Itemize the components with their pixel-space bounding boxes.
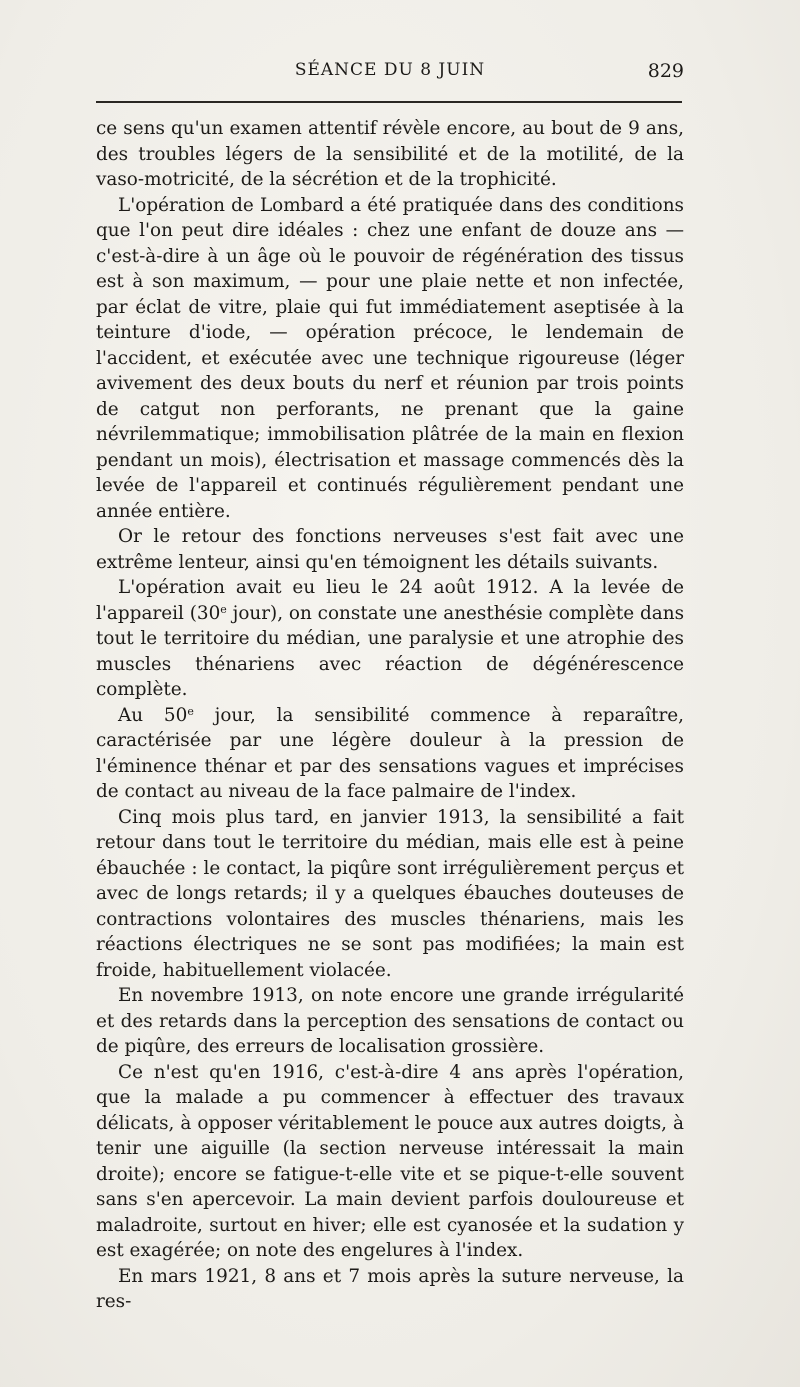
running-title: SÉANCE DU 8 JUIN (294, 60, 486, 80)
paragraph-operation-date-text-end: jour), on constate une anesthésie complète dans tout le territoire du médian, une paralysie et une atrophie des muscles thénariens avec réaction de dégénérescence complète. (96, 602, 685, 700)
paragraph-operation-conditions: L'opération de Lombard a été pratiquée dans des conditions que l'on peut dire idéales : chez une enfant de douze ans — c'est-à-dire à un âge où le pouvoir de régénération des tissus est à son maximum, — pour une plaie nette et non infectée, par éclat de vitre, plaie qui fut immédiatement aseptisée à la teinture d'iode, — opération précoce, le lendemain de l'accident, et exécutée avec une technique rigoureuse (léger avivement des deux bouts du nerf et réunion par trois points de catgut non perforants, ne prenant que la gaine névrilemmatique; immobilisation plâtrée de la main en flexion pendant un mois), électrisation et massage commencés dès la levée de l'appareil et continués régulièrement pendant une année entière. (96, 194, 684, 522)
paragraph-continuation: ce sens qu'un examen attentif révèle encore, au bout de 9 ans, des troubles légers de la sensibilité et de la motilité, de la vaso-motricité, de la sécrétion et de la trophicité. (96, 118, 684, 190)
paragraph-operation-date (96, 575, 684, 703)
paragraph-slow-recovery: Or le retour des fonctions nerveuses s'est fait avec une extrême lenteur, ainsi qu'en témoignent les détails suivants. (96, 526, 684, 573)
paragraph-operation-date-text: L'opération avait eu lieu le 24 août 1912. A la levée de l'appareil (30 (96, 577, 684, 624)
paragraph-january-1913: Cinq mois plus tard, en janvier 1913, la sensibilité a fait retour dans tout le territoire du médian, mais elle est à peine ébauchée : le contact, la piqûre sont irrégulièrement perçus et avec de longs retards; il y a quelques ébauches douteuses de contractions volontaires des muscles thénariens, mais les réactions électriques ne se sont pas modifiées; la main est froide, habituellement violacée. (96, 806, 684, 981)
paragraph-day-50 (96, 703, 684, 805)
paragraph-november-1913: En novembre 1913, on note encore une grande irrégularité et des retards dans la perception des sensations de contact ou de piqûre, des erreurs de localisation grossière. (96, 985, 684, 1057)
header-rule (96, 101, 682, 103)
paragraph-day-50-text-end: jour, la sensibilité commence à reparaître, caractérisée par une légère douleur à la pression de l'éminence thénar et par des sensations vagues et imprécises de contact au niveau de la face palmaire de l'index. (96, 704, 684, 802)
paragraph-1916: Ce n'est qu'en 1916, c'est-à-dire 4 ans après l'opération, que la malade a pu commencer à effectuer des travaux délicats, à opposer véritablement le pouce aux autres doigts, à tenir une aiguille (la section nerveuse intéressait la main droite); encore se fatigue-t-elle vite et se pique-t-elle souvent sans s'en apercevoir. La main devient parfois douloureuse et maladroite, surtout en hiver; elle est cyanosée et la sudation y est exagérée; on note des engelures à l'index. (96, 1061, 684, 1261)
page-number: 829 (647, 60, 684, 82)
page-header (96, 60, 684, 90)
body-text (96, 116, 684, 1315)
paragraph-day-50-text: Au 50 (118, 704, 188, 726)
ordinal-superscript: e (220, 602, 227, 616)
paragraph-march-1921: En mars 1921, 8 ans et 7 mois après la suture nerveuse, la res- (96, 1265, 684, 1312)
ordinal-superscript: e (187, 704, 194, 718)
